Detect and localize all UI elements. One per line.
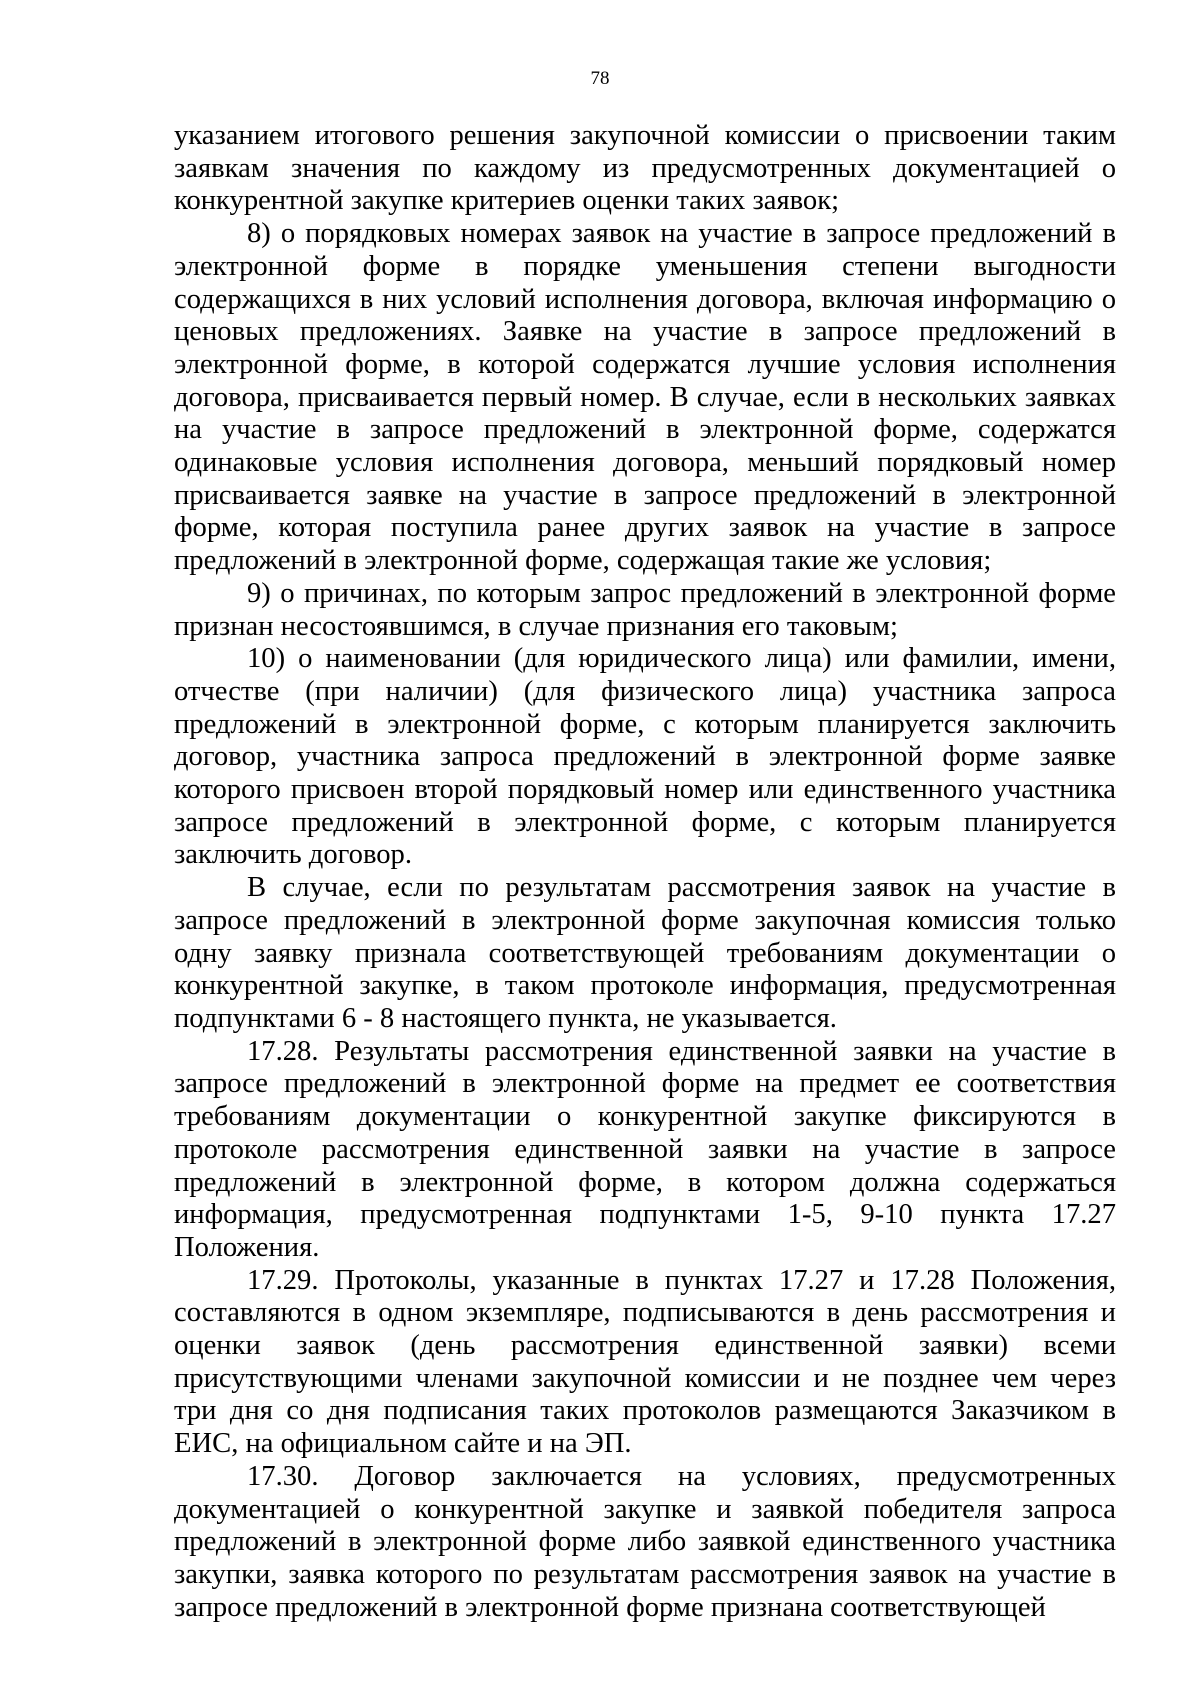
paragraph-item-10: 10) о наименовании (для юридического лица) или фамилии, имени, отчестве (при наличии) (для физического лица) участника запроса предложений в электронной форме, с которым планируется заключить договор, участника запроса предложений в электронной форме заявке которого присвоен второй порядковый номер или единственного участника запросе предложений в электронной форме, с которым планируется заключить договор. bbox=[174, 643, 1116, 871]
paragraph-17-29: 17.29. Протоколы, указанные в пунктах 17.27 и 17.28 Положения, составляются в одном экземпляре, подписываются в день рассмотрения и оценки заявок (день рассмотрения единственной заявки) всеми присутствующими членами закупочной комиссии и не позднее чем через три дня со дня подписания таких протоколов размещаются Заказчиком в ЕИС, на официальном сайте и на ЭП. bbox=[174, 1264, 1116, 1460]
paragraph-continuation: указанием итогового решения закупочной комиссии о присвоении таким заявкам значения по каждому из предусмотренных документацией о конкурентной закупке критериев оценки таких заявок; bbox=[174, 120, 1116, 217]
paragraph-item-8: 8) о порядковых номерах заявок на участие в запросе предложений в электронной форме в порядке уменьшения степени выгодности содержащихся в них условий исполнения договора, включая информацию о ценовых предложениях. Заявке на участие в запросе предложений в электронной форме, в которой содержатся лучшие условия исполнения договора, присваивается первый номер. В случае, если в нескольких заявках на участие в запросе предложений в электронной форме, содержатся одинаковые условия исполнения договора, меньший порядковый номер присваивается заявке на участие в запросе предложений в электронной форме, которая поступила ранее других заявок на участие в запросе предложений в электронной форме, содержащая такие же условия; bbox=[174, 218, 1116, 577]
paragraph-single-bid-case: В случае, если по результатам рассмотрения заявок на участие в запросе предложений в электронной форме закупочная комиссия только одну заявку признала соответствующей требованиям документации о конкурентной закупке, в таком протоколе информация, предусмотренная подпунктами 6 - 8 настоящего пункта, не указывается. bbox=[174, 872, 1116, 1034]
page-number: 78 bbox=[590, 68, 610, 89]
paragraph-17-30: 17.30. Договор заключается на условиях, предусмотренных документацией о конкурентной закупке и заявкой победителя запроса предложений в электронной форме либо заявкой единственного участника закупки, заявка которого по результатам рассмотрения заявок на участие в запросе предложений в электронной форме признана соответствующей bbox=[174, 1460, 1116, 1623]
document-body bbox=[174, 120, 1116, 1624]
paragraph-item-9: 9) о причинах, по которым запрос предложений в электронной форме признан несостоявшимся, в случае признания его таковым; bbox=[174, 577, 1116, 642]
paragraph-17-28: 17.28. Результаты рассмотрения единственной заявки на участие в запросе предложений в электронной форме на предмет ее соответствия требованиям документации о конкурентной закупке фиксируются в протоколе рассмотрения единственной заявки на участие в запросе предложений в электронной форме, в котором должна содержаться информация, предусмотренная подпунктами 1-5, 9-10 пункта 17.27 Положения. bbox=[174, 1035, 1116, 1263]
